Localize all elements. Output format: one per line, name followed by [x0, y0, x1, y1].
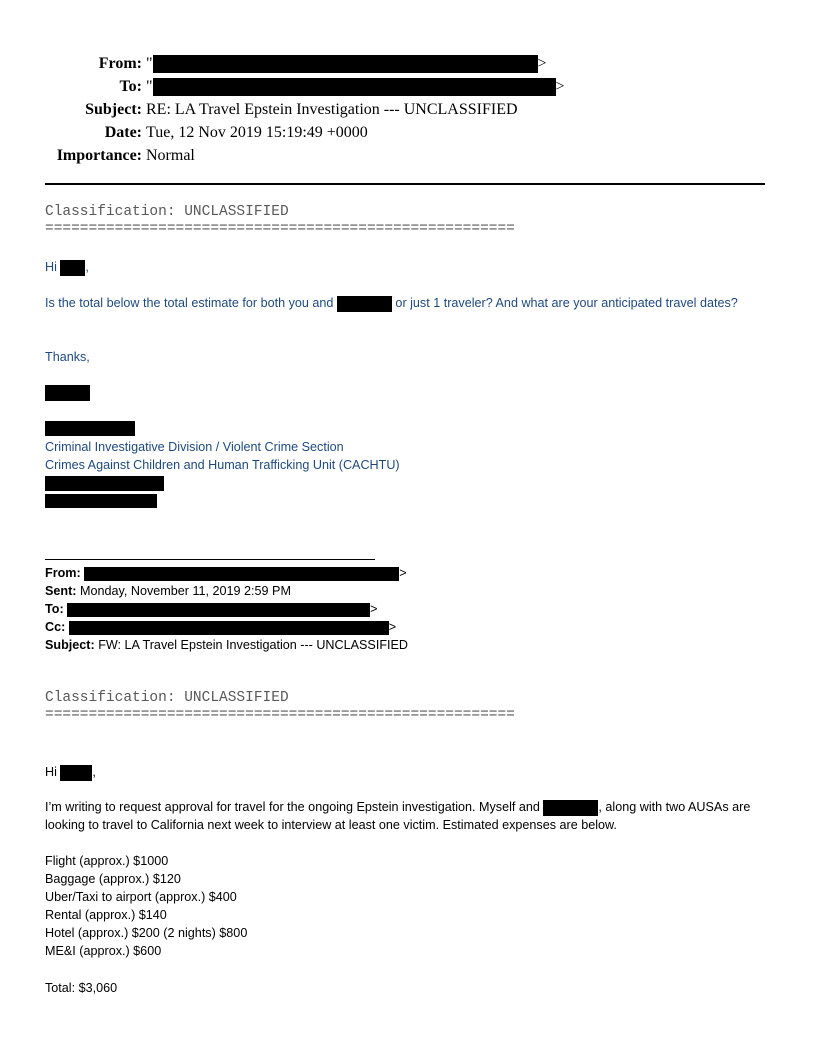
classification-banner: Classification: UNCLASSIFIED — [45, 204, 289, 220]
header-to-row — [0, 75, 816, 98]
fwd-classification-divider: ====================================================== — [45, 707, 515, 723]
header-subject-row — [0, 98, 816, 121]
reply-greeting — [45, 258, 89, 276]
header-date-row — [0, 121, 816, 144]
signature-unit: Crimes Against Children and Human Trafficking Unit (CACHTU) — [45, 458, 400, 472]
expense-item: Baggage (approx.) $120 — [45, 872, 181, 886]
fwd-greeting — [45, 763, 96, 781]
header-from-suffix: > — [537, 55, 547, 72]
fwd-cc-suffix: > — [388, 620, 397, 634]
fwd-to-suffix: > — [370, 602, 378, 616]
question-text-a: Is the total below the total estimate for both you and — [45, 296, 337, 310]
email-header — [0, 52, 816, 167]
fwd-greeting-comma: , — [92, 765, 96, 779]
header-divider — [45, 183, 765, 185]
forward-separator — [45, 559, 375, 560]
redaction-box — [67, 603, 370, 617]
fwd-sent-row — [45, 582, 765, 600]
header-to-suffix: > — [555, 78, 565, 95]
header-importance-value: Normal — [146, 147, 195, 164]
reply-thanks: Thanks, — [45, 350, 90, 364]
reply-question — [45, 294, 765, 312]
fwd-to-label: To: — [45, 602, 64, 616]
request-text-b: , along with two AUSAs are looking to travel to California next week to interview at least one victim. Estimated expenses are below. — [45, 800, 751, 832]
header-from-label: From: — [98, 55, 142, 72]
fwd-cc-label: Cc: — [45, 620, 66, 634]
fwd-classification-banner: Classification: UNCLASSIFIED — [45, 690, 289, 706]
redaction-box — [153, 78, 556, 96]
header-importance-label: Importance: — [56, 147, 142, 164]
fwd-greeting-text: Hi — [45, 765, 61, 779]
header-date-value: Tue, 12 Nov 2019 15:19:49 +0000 — [146, 124, 368, 141]
header-subject-label: Subject: — [85, 101, 142, 118]
fwd-from-label: From: — [45, 566, 81, 580]
expense-item: Uber/Taxi to airport (approx.) $400 — [45, 890, 237, 904]
greeting-comma: , — [85, 260, 89, 274]
header-from-prefix: " — [146, 55, 153, 72]
redaction-box — [60, 765, 92, 781]
header-to-prefix: " — [146, 78, 153, 95]
redaction-box — [45, 494, 157, 508]
redaction-box — [45, 385, 90, 401]
redaction-box — [84, 567, 399, 581]
redaction-box — [60, 260, 85, 276]
expense-item: Flight (approx.) $1000 — [45, 854, 169, 868]
redaction-box — [543, 800, 598, 816]
classification-divider: ====================================================== — [45, 221, 515, 237]
header-importance-row — [0, 144, 816, 167]
expense-item: Rental (approx.) $140 — [45, 908, 167, 922]
request-text-a: I’m writing to request approval for travel for the ongoing Epstein investigation. Myself and — [45, 800, 544, 814]
expense-total: Total: $3,060 — [45, 981, 118, 995]
fwd-to-row — [45, 600, 765, 618]
fwd-sent-label: Sent: — [45, 584, 77, 598]
header-subject-value: RE: LA Travel Epstein Investigation --- UNCLASSIFIED — [146, 101, 518, 118]
redaction-box — [45, 421, 135, 436]
redaction-box — [69, 621, 389, 635]
fwd-from-suffix: > — [399, 566, 407, 580]
header-date-label: Date: — [104, 124, 142, 141]
fwd-from-row — [45, 564, 765, 582]
fwd-cc-row — [45, 618, 765, 636]
redaction-box — [45, 476, 164, 491]
redaction-box — [153, 55, 538, 73]
header-from-row — [0, 52, 816, 75]
redaction-box — [337, 296, 392, 312]
greeting-text: Hi — [45, 260, 61, 274]
fwd-subject-row — [45, 636, 765, 654]
fwd-subject-label: Subject: — [45, 638, 95, 652]
fwd-subject-value: FW: LA Travel Epstein Investigation --- UNCLASSIFIED — [98, 638, 409, 652]
signature-division: Criminal Investigative Division / Violent Crime Section — [45, 440, 344, 454]
expense-item: Hotel (approx.) $200 (2 nights) $800 — [45, 926, 248, 940]
expense-item: ME&I (approx.) $600 — [45, 944, 162, 958]
header-to-label: To: — [119, 78, 142, 95]
forwarded-header — [45, 564, 765, 654]
expense-list — [45, 852, 247, 960]
question-text-b: or just 1 traveler? And what are your anticipated travel dates? — [391, 296, 738, 310]
fwd-request — [45, 798, 765, 834]
fwd-sent-value: Monday, November 11, 2019 2:59 PM — [79, 584, 291, 598]
